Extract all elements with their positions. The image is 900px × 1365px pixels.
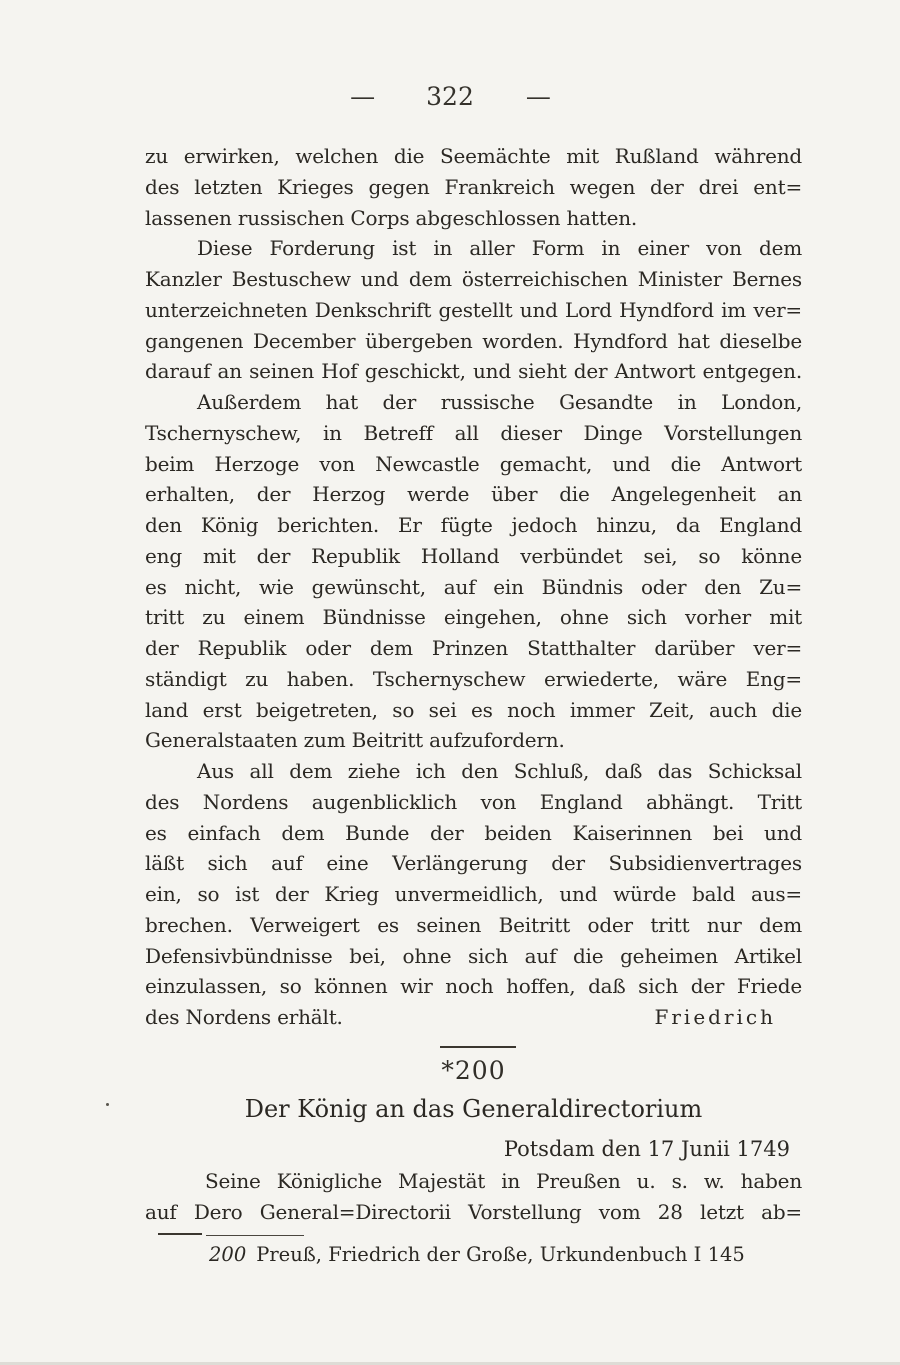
section-marker: *200 bbox=[441, 1056, 506, 1085]
text-line: Tschernyschew, in Betreff all dieser Dinge Vorstellungen bbox=[145, 420, 802, 445]
text-line: Diese Forderung ist in aller Form in einer von dem bbox=[197, 236, 802, 261]
text-line: der Republik oder dem Prinzen Statthalter darüber ver= bbox=[145, 636, 802, 660]
text-line: zu erwirken, welchen die Seemächte mit Rußland während bbox=[145, 144, 802, 168]
letter-body bbox=[145, 141, 802, 1033]
footnote-rule-segment bbox=[206, 1235, 304, 1236]
header-dash-left: — bbox=[350, 82, 375, 111]
text-line: erhalten, der Herzog werde über die Angelegenheit an bbox=[145, 482, 802, 507]
footnote-text: Preuß, Friedrich der Große, Urkundenbuch I 145 bbox=[256, 1243, 745, 1266]
text-line: des letzten Krieges gegen Frankreich wegen der drei ent= bbox=[145, 174, 802, 199]
text-line: des Nordens augenblicklich von England abhängt. Tritt bbox=[145, 789, 802, 814]
signature: Friedrich bbox=[654, 1005, 776, 1029]
text-line: Aus all dem ziehe ich den Schluß, daß das Schicksal bbox=[197, 759, 802, 783]
text-line: darauf an seinen Hof geschickt, und sieht der Antwort entgegen. bbox=[145, 359, 802, 384]
footnote bbox=[145, 1240, 802, 1270]
section-heading: Der König an das Generaldirectorium bbox=[244, 1095, 703, 1123]
text-line: einzulassen, so können wir noch hoffen, daß sich der Friede bbox=[145, 974, 802, 999]
page-header bbox=[0, 82, 900, 111]
text-line: Kanzler Bestuschew und dem österreichischen Minister Bernes bbox=[145, 267, 802, 291]
text-line: beim Herzoge von Newcastle gemacht, und die Antwort bbox=[145, 451, 802, 476]
text-line: lassenen russischen Corps abgeschlossen hatten. bbox=[145, 205, 638, 230]
section-divider bbox=[440, 1046, 516, 1048]
scan-speck bbox=[106, 1103, 109, 1106]
text-line: land erst beigetreten, so sei es noch immer Zeit, auch die bbox=[145, 697, 802, 722]
text-line: den König berichten. Er fügte jedoch hinzu, da England bbox=[145, 513, 802, 537]
text-line: Seine Königliche Majestät in Preußen u. s. w. haben bbox=[205, 1169, 802, 1193]
text-line: Außerdem hat der russische Gesandte in London, bbox=[197, 390, 802, 414]
text-line: auf Dero General=Directorii Vorstellung vom 28 letzt ab= bbox=[145, 1200, 802, 1224]
text-line: brechen. Verweigert es seinen Beitritt oder tritt nur dem bbox=[145, 912, 802, 937]
text-line: es nicht, wie gewünscht, auf ein Bündnis oder den Zu= bbox=[145, 574, 802, 599]
dateline: Potsdam den 17 Junii 1749 bbox=[503, 1137, 790, 1161]
text-line: gangenen December übergeben worden. Hyndford hat dieselbe bbox=[145, 328, 802, 353]
text-line: Defensivbündnisse bei, ohne sich auf die geheimen Artikel bbox=[145, 943, 802, 968]
header-dash-right: — bbox=[525, 82, 550, 111]
footnote-rule-segment bbox=[158, 1233, 202, 1235]
text-line: unterzeichneten Denkschrift gestellt und Lord Hyndford im ver= bbox=[145, 297, 802, 322]
text-line: tritt zu einem Bündnisse eingehen, ohne sich vorher mit bbox=[145, 605, 802, 630]
text-line: es einfach dem Bunde der beiden Kaiserinnen bei und bbox=[145, 820, 802, 845]
signature-line bbox=[145, 1002, 802, 1033]
closing-text: des Nordens erhält. bbox=[145, 1005, 343, 1029]
page-number: 322 bbox=[426, 82, 474, 111]
footnote-number: 200 bbox=[209, 1243, 247, 1266]
text-line: ein, so ist der Krieg unvermeidlich, und würde bald aus= bbox=[145, 882, 802, 906]
text-line: läßt sich auf eine Verlängerung der Subsidienvertrages bbox=[145, 851, 802, 876]
footnote-rule bbox=[158, 1233, 306, 1237]
text-line: eng mit der Republik Holland verbündet sei, so könne bbox=[145, 543, 802, 568]
section-body bbox=[145, 1166, 802, 1228]
text-line: ständigt zu haben. Tschernyschew erwiederte, wäre Eng= bbox=[145, 666, 802, 691]
text-line: Generalstaaten zum Beitritt aufzufordern. bbox=[145, 728, 565, 753]
